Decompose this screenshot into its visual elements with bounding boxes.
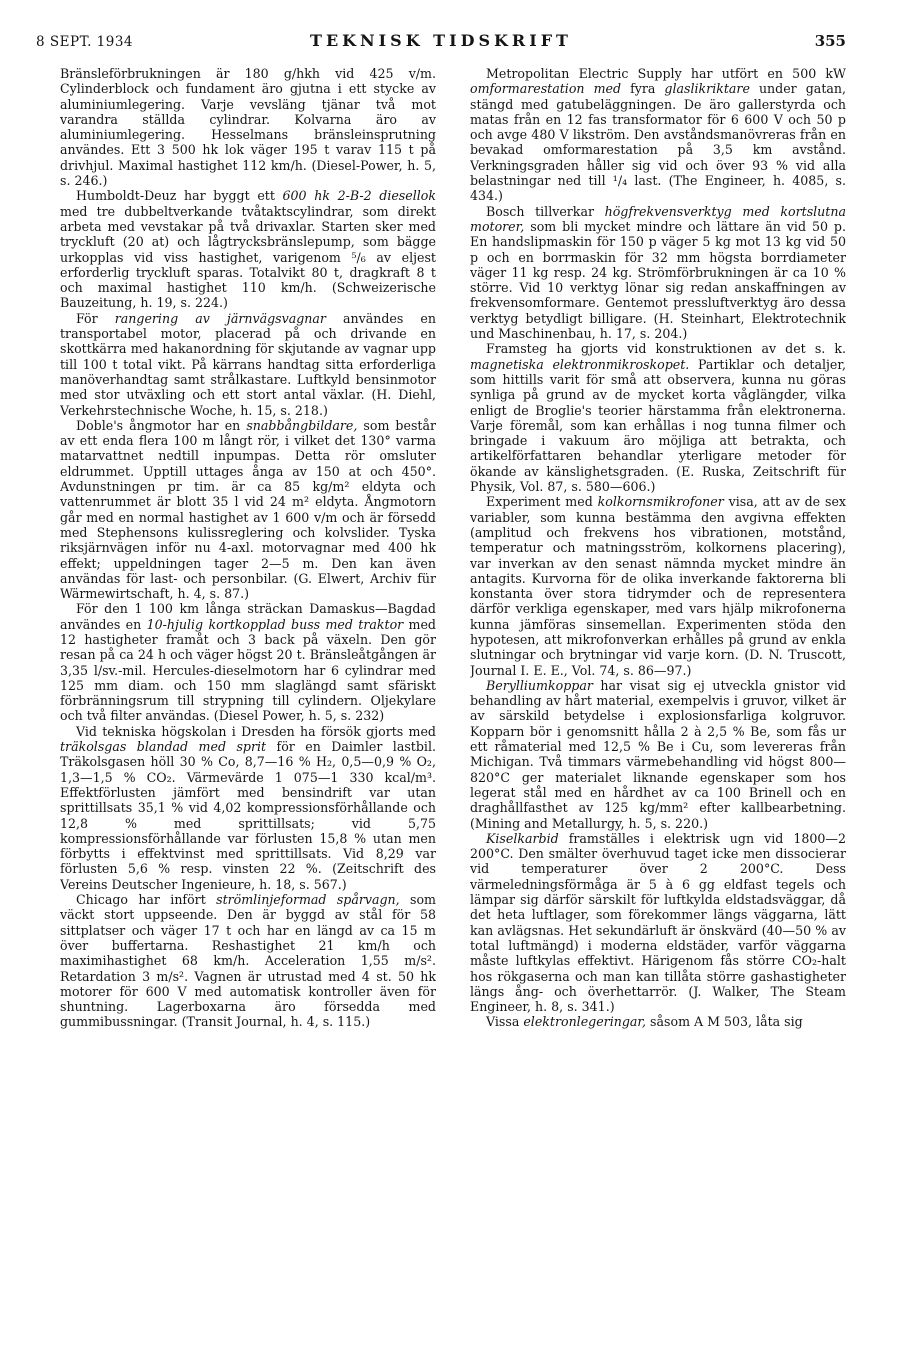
paragraph [470, 66, 846, 204]
left-column [60, 66, 436, 1306]
paragraph [60, 892, 436, 1030]
paragraph [60, 724, 436, 892]
emphasis: 600 hk 2-B-2 diesellok [282, 188, 436, 204]
emphasis: snabbångbildare, [246, 417, 358, 433]
issue-date: 8 SEPT. 1934 [36, 34, 134, 50]
paragraph [60, 418, 436, 602]
emphasis: glaslikriktare [664, 81, 750, 97]
paragraph-text: Bosch tillverkar [486, 203, 605, 219]
emphasis: träkolsgas blandad med sprit [60, 739, 267, 755]
paragraph [470, 678, 846, 831]
paragraph-text: med 12 hastigheter framåt och 3 back på växeln. Den gör resan på ca 24 h och väger högst 20 t. Bränsleåtgången är 3,35 l/sv.-mil. Hercules-dieselmotorn har 6 cylindrar med 125 mm diam. och 150 mm slaglängd samt sfäriskt förbränningsrum till strypning till cylindern. Oljekylare och två filter användas. (Diesel Power, h. 5, s. 232) [60, 616, 436, 724]
journal-title: TEKNISK TIDSKRIFT [310, 31, 572, 50]
paragraph-text: Metropolitan Electric Supply har utfört en 500 kW [486, 66, 846, 81]
paragraph-text: Vissa [486, 1014, 524, 1030]
paragraph [470, 494, 846, 678]
paragraph [470, 341, 846, 494]
paragraph-text: som består av ett enda flera 100 m långt rör, i vilket det 130° varma matarvattnet nedtill inpumpas. Detta rör omsluter eldrummet. Upptill uttages ånga av 150 at och 450°. Avdunstningen pr tim. är ca 85 kg/m² eldyta och vattenrummet är blott 35 l vid 24 m² eldyta. Ångmotorn går med en normal hastighet av 1 600 v/m och är försedd med Stephensons kulissreglering och kolvslider. Tyska riksjärnvägen inför nu 4-axl. motorvagnar med 400 hk effekt; uppeldningen tager 2—5 m. Den kan även användas för last- och personbilar. (G. Elwert, Archiv für Wärmewirtschaft, h. 4, s. 87.) [60, 417, 436, 602]
paragraph-text: Partiklar och detaljer, som hittills varit för små att observera, kunna nu göras synliga på grund av de mycket korta våglängder, vilka enligt de Broglie's teorier härstamma från elektronerna. Varje föremål, som kan erhållas i nog tunna filmer och bringade i vakuum äro möjliga att betrakta, och artikelförfattaren behandlar yterligare metoder för ökande av känslighetsgraden. (E. Ruska, Zeitschrift für Physik, Vol. 87, s. 580—606.) [470, 356, 846, 495]
paragraph [470, 831, 846, 1015]
paragraph [60, 66, 436, 188]
page-header [36, 30, 846, 54]
paragraph-text: under gatan, stängd med gatubeläggningen. De äro gallerstyrda och matas från en 12 fas transformator för 6 600 V och 50 p och avge 480 V likström. Den avståndsmanövreras från en bevakad omformarestation på 3,5 km avstånd. Verkningsgraden håller sig vid och över 93 % vid alla belastningar ned till ¹/₄ last. (The Engineer, h. 4085, s. 434.) [470, 81, 846, 204]
paragraph [470, 1014, 846, 1029]
emphasis: Berylliumkoppar [486, 677, 593, 693]
paragraph-text: Framsteg ha gjorts vid konstruktionen av det s. k. [486, 341, 846, 357]
paragraph-text: fyra [621, 81, 665, 97]
paragraph [470, 204, 846, 342]
paragraph-text: Experiment med [486, 494, 598, 510]
paragraph-text: som bli mycket mindre och lättare än vid 50 p. En handslipmaskin för 150 p väger 5 kg mot 13 kg vid 50 p och en borrmaskin för 32 mm högsta borrdiameter väger 11 kg resp. 24 kg. Strömförbrukningen är ca 10 % större. Vid 10 verktyg lönar sig redan anskaffningen av frekvensomformare. Gentemot pressluftverktyg äro dessa verktyg betydligt billigare. (H. Steinhart, Elektrotechnik und Maschinenbau, h. 17, s. 204.) [470, 218, 846, 342]
paragraph-text: Chicago har infört [76, 892, 217, 908]
paragraph-text: användes en transportabel motor, placerad på och drivande en skottkärra med hakanordning för skjutande av vagnar upp till 100 t total vikt. På kärrans handtag sitta erforderliga manöverhandtag samt strålkastare. Luftkyld bensinmotor med stor utväxling och ett stort antal växlar. (H. Diehl, Verkehrstechnische Woche, h. 15, s. 218.) [60, 310, 436, 418]
paragraph [60, 311, 436, 418]
paragraph-text: Humboldt-Deuz har byggt ett [76, 188, 283, 204]
emphasis: omformarestation med [470, 81, 622, 97]
paragraph-text: såsom A M 503, låta sig [646, 1014, 803, 1030]
paragraph-text: med tre dubbeltverkande tvåtaktscylindrar, som direkt arbeta med vevstakar på två drivaxlar. Starten sker med tryckluft (20 at) och lågtrycksbränslepump, som bägge urkopplas vid viss hastighet, varigenom ⁵/₆ av eljest erforderlig tryckluft sparas. Totalvikt 80 t, dragkraft 8 t och maximal hastighet 110 km/h. (Schweizerische Bauzeitung, h. 19, s. 224.) [60, 203, 436, 311]
paragraph [60, 188, 436, 310]
emphasis: högfrekvensverktyg med kortslutna motorer, [470, 203, 846, 234]
paragraph-text: visa, att av de sex variabler, som kunna bestämma den avgivna effekten (amplitud och frekvens hos vibrationen, motstånd, temperatur och matningsström, kolkornens placering), var inverkan av den senast nämnda mycket mindre än antagits. Kurvorna för de olika inverkande faktorerna bli konstanta över stora tidrymder och de representera därför verkliga egenskaper, med vars hjälp mikrofonerna kunna jämföras sinsemellan. Experimenten stöda den hypotesen, att mikrofonverkan erhålles på grund av enkla slutningar och brytningar vid varje korn. (D. N. Truscott, Journal I. E. E., Vol. 74, s. 86—97.) [470, 494, 846, 678]
emphasis: strömlinjeformad spårvagn, [216, 892, 400, 908]
emphasis: elektronlegeringar, [523, 1014, 647, 1030]
paragraph-text: För [76, 310, 115, 326]
emphasis: 10-hjulig kortkopplad buss med traktor [146, 616, 404, 632]
paragraph-text: Bränsleförbrukningen är 180 g/hkh vid 425 v/m. Cylinderblock och fundament äro gjutna i ett stycke av aluminiumlegering. Varje vevsläng tjänar två mot varandra ställda cylindrar. Kolvarna äro av aluminiumlegering. Hesselmans bränsleinsprutning användes. Ett 3 500 hk lok väger 195 t varav 115 t på drivhjul. Maximal hastighet 112 km/h. (Diesel-Power, h. 5, s. 246.) [60, 66, 436, 189]
emphasis: rangering av järnvägsvagnar [114, 310, 326, 326]
emphasis: Kiselkarbid [486, 830, 559, 846]
page-number: 355 [814, 32, 846, 50]
paragraph-text: framställes i elektrisk ugn vid 1800—2 200°C. Den smälter överhuvud taget icke men dissocierar vid temperaturer över 2 200°C. Dess värmeledningsförmåga är 5 à 6 gg eldfast tegels och lämpar sig därför särskilt för luftkylda eldstadsväggar, då det heta luftlager, som förekommer längs väggarna, lätt kan avlägsnas. Het sekundärluft är önskvärd (40—50 % av total luftmängd) i moderna eldstäder, varför väggarna måste luftkylas effektivt. Härigenom fås större CO₂-halt hos rökgaserna och man kan tillåta större gashastigheter längs ång- och överhettarrör. (J. Walker, The Steam Engineer, h. 8, s. 341.) [470, 830, 846, 1015]
paragraph-text: Vid tekniska högskolan i Dresden ha försök gjorts med [76, 723, 436, 739]
right-column [470, 66, 846, 1306]
paragraph-text: har visat sig ej utveckla gnistor vid behandling av hårt material, exempelvis i gruvor, vilket är av särskild betydelse i explosionsfarliga kolgruvor. Kopparn bör i genomsnitt hålla 2 à 2,5 % Be, som fås ur ett råmaterial med 12,5 % Be i Cu, som levereras från Michigan. Två timmars värmebehandling vid högst 800—820°C ger materialet liknande egenskaper som hos legerat stål med en hårdhet av ca 100 Brinell och en draghållfasthet av 125 kg/mm² efter kallbearbetning. (Mining and Metallurgy, h. 5, s. 220.) [470, 677, 846, 831]
paragraph-text: för en Daimler lastbil. Träkolsgasen höll 30 % Co, 8,7—16 % H₂, 0,5—0,9 % O₂, 1,3—1,5 % CO₂. Värmevärde 1 075—1 330 kcal/m³. Effektförlusten jämfört med bensindrift var utan sprittillsats 35,1 % vid 4,02 kompressionsförhållande och 12,8 % med sprittillsats; vid 5,75 kompressionsförhållande var förlusten 15,8 % utan men förbytts i effektvinst med sprittillsats. Vid 8,29 var förlusten 5,6 % resp. vinsten 22 %. (Zeitschrift des Vereins Deutscher Ingenieure, h. 18, s. 567.) [60, 739, 436, 892]
emphasis: kolkornsmikrofoner [597, 494, 724, 510]
emphasis: magnetiska elektronmikroskopet. [470, 356, 690, 372]
paragraph-text: Doble's ångmotor har en [76, 417, 247, 433]
paragraph [60, 601, 436, 723]
paragraph-text: som väckt stort uppseende. Den är byggd av stål för 58 sittplatser och väger 17 t och har en längd av ca 15 m över buffertarna. Reshastighet 21 km/h och maximihastighet 68 km/h. Acceleration 1,55 m/s². Retardation 3 m/s². Vagnen är utrustad med 4 st. 50 hk motorer för 600 V med automatisk kontroller även för shuntning. Lagerboxarna äro försedda med gummibussningar. (Transit Journal, h. 4, s. 115.) [60, 892, 436, 1030]
paragraph-text: För den 1 100 km långa sträckan Damaskus—Bagdad användes en [60, 601, 436, 632]
